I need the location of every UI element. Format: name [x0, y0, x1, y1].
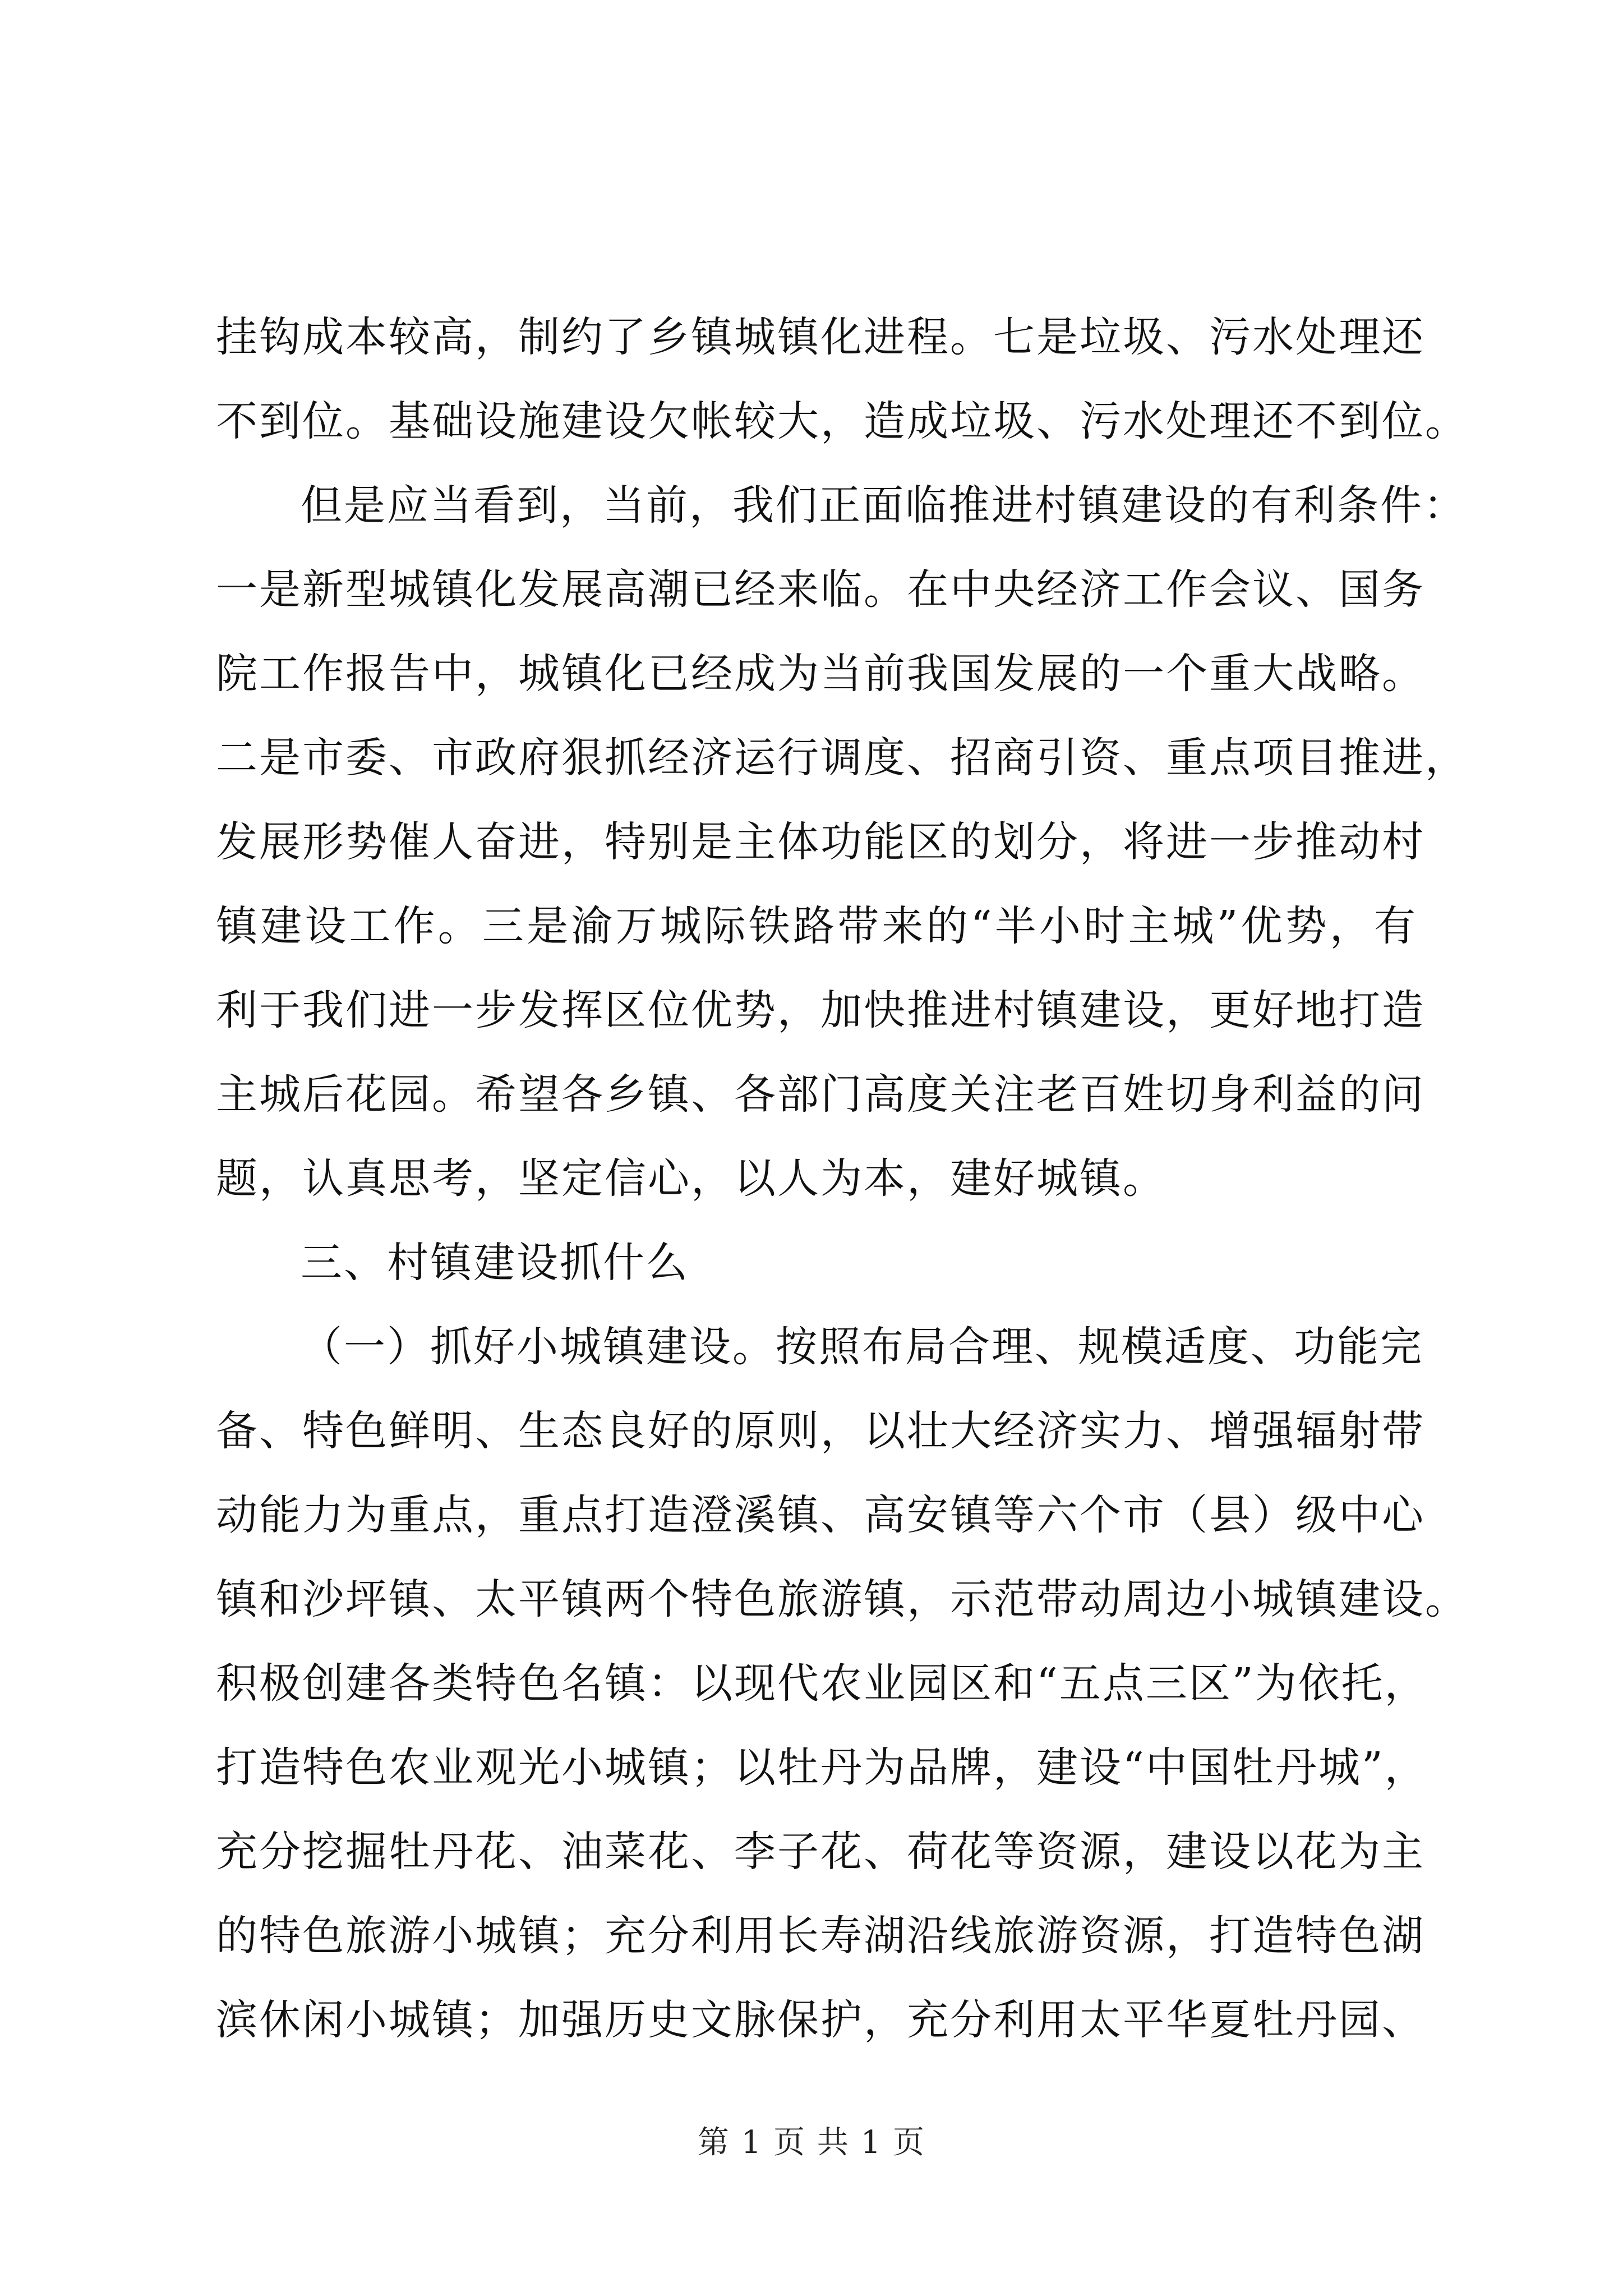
paragraph-line: 备、特色鲜明、生态良好的原则，以壮大经济实力、增强辐射带: [216, 1407, 1425, 1455]
paragraph-line: 主城后花园。希望各乡镇、各部门高度关注老百姓切身利益的问: [216, 1070, 1425, 1119]
paragraph-line: 利于我们进一步发挥区位优势，加快推进村镇建设，更好地打造: [216, 986, 1425, 1034]
paragraph-line: 充分挖掘牡丹花、油菜花、李子花、荷花等资源，建设以花为主: [216, 1828, 1425, 1876]
paragraph-line: 镇和沙坪镇、太平镇两个特色旅游镇，示范带动周边小城镇建设。: [216, 1575, 1468, 1623]
paragraph-line: 动能力为重点，重点打造澄溪镇、高安镇等六个市（县）级中心: [216, 1491, 1425, 1539]
paragraph-line: 发展形势催人奋进，特别是主体功能区的划分，将进一步推动村: [216, 818, 1425, 866]
paragraph-line: 二是市委、市政府狠抓经济运行调度、招商引资、重点项目推进，: [216, 734, 1468, 782]
paragraph-line: 镇建设工作。三是渝万城际铁路带来的“半小时主城”优势，有: [216, 902, 1417, 950]
paragraph-line: 题，认真思考，坚定信心，以人为本，建好城镇。: [216, 1154, 1166, 1203]
paragraph-line: 但是应当看到，当前，我们正面临推进村镇建设的有利条件：: [301, 481, 1467, 530]
paragraph-line: 的特色旅游小城镇；充分利用长寿湖沿线旅游资源，打造特色湖: [216, 1912, 1425, 1960]
paragraph-line: 打造特色农业观光小城镇；以牡丹为品牌，建设“中国牡丹城”，: [216, 1743, 1428, 1792]
page-footer: 第 1 页 共 1 页: [697, 2124, 926, 2161]
paragraph-line: 挂钩成本较高，制约了乡镇城镇化进程。七是垃圾、污水处理还: [216, 313, 1425, 361]
section-heading: 三、村镇建设抓什么: [301, 1239, 689, 1287]
paragraph-line: 院工作报告中，城镇化已经成为当前我国发展的一个重大战略。: [216, 650, 1425, 698]
paragraph-line: （一）抓好小城镇建设。按照布局合理、规模适度、功能完: [301, 1323, 1423, 1371]
paragraph-line: 滨休闲小城镇；加强历史文脉保护，充分利用太平华夏牡丹园、: [216, 1996, 1425, 2044]
paragraph-line: 积极创建各类特色名镇：以现代农业园区和“五点三区”为依托，: [216, 1659, 1428, 1708]
paragraph-line: 不到位。基础设施建设欠帐较大，造成垃圾、污水处理还不到位。: [216, 397, 1468, 445]
paragraph-line: 一是新型城镇化发展高潮已经来临。在中央经济工作会议、国务: [216, 565, 1425, 614]
